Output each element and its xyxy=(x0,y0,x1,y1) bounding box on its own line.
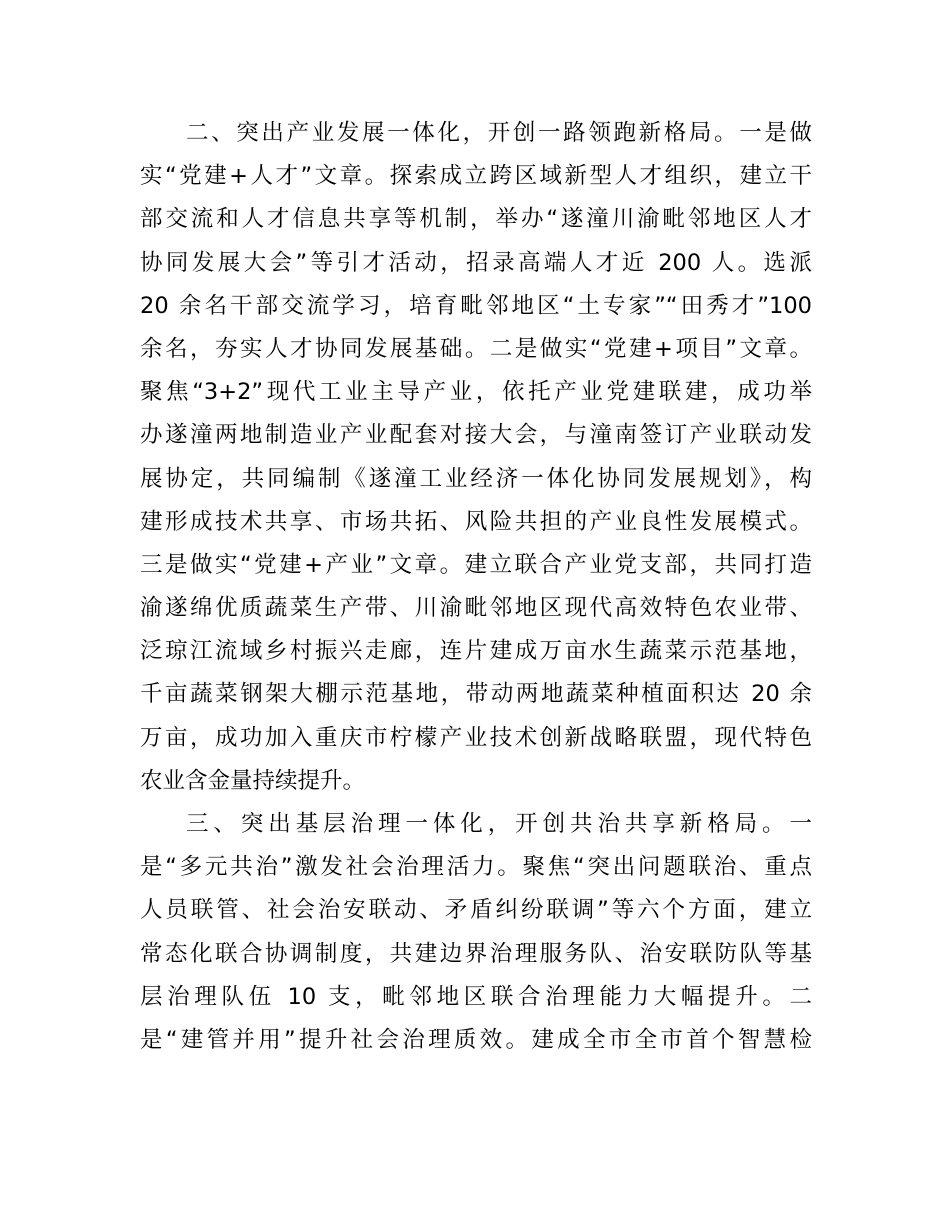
text-line: 万亩，成功加入重庆市柠檬产业技术创新战略联盟，现代特色 xyxy=(140,724,812,751)
text-line: 人员联管、社会治安联动、矛盾纠纷联调”等六个方面，建立 xyxy=(140,897,812,924)
text-line: 协同发展大会”等引才活动，招录高端人才近 200 人。选派 xyxy=(140,249,812,276)
text-line: 千亩蔬菜钢架大棚示范基地，带动两地蔬菜种植面积达 20 余 xyxy=(140,681,812,708)
text-line: 三、突出基层治理一体化，开创共治共享新格局。一 xyxy=(186,811,812,837)
text-line: 二、突出产业发展一体化，开创一路领跑新格局。一是做 xyxy=(186,120,812,146)
text-line: 20 余名干部交流学习，培育毗邻地区“土专家”“田秀才”100 xyxy=(140,292,812,319)
text-line: 部交流和人才信息共享等机制，举办“遂潼川渝毗邻地区人才 xyxy=(140,206,812,233)
text-line: 泛琼江流域乡村振兴走廊，连片建成万亩水生蔬菜示范基地， xyxy=(140,638,812,665)
text-line: 聚焦“3+2”现代工业主导产业，依托产业党建联建，成功举 xyxy=(140,379,812,406)
text-line: 实“党建+人才”文章。探索成立跨区域新型人才组织，建立干 xyxy=(140,163,812,190)
text-line: 农业含金量持续提升。 xyxy=(140,767,366,794)
text-line: 建形成技术共享、市场共拓、风险共担的产业良性发展模式。 xyxy=(140,508,812,535)
text-line: 层治理队伍 10 支，毗邻地区联合治理能力大幅提升。二 xyxy=(140,983,812,1010)
text-line: 是“建管并用”提升社会治理质效。建成全市全市首个智慧检 xyxy=(140,1026,812,1053)
text-line: 常态化联合协调制度，共建边界治理服务队、治安联防队等基 xyxy=(140,940,812,967)
text-line: 三是做实“党建+产业”文章。建立联合产业党支部，共同打造 xyxy=(140,551,812,578)
text-line: 是“多元共治”激发社会治理活力。聚焦“突出问题联治、重点 xyxy=(140,854,812,881)
document-body xyxy=(140,112,812,1062)
paragraph-industry xyxy=(140,112,812,803)
text-line: 余名，夯实人才协同发展基础。二是做实“党建+项目”文章。 xyxy=(140,335,812,362)
text-line: 渝遂绵优质蔬菜生产带、川渝毗邻地区现代高效特色农业带、 xyxy=(140,595,812,622)
text-line: 展协定，共同编制《遂潼工业经济一体化协同发展规划》，构 xyxy=(140,465,812,492)
text-line: 办遂潼两地制造业产业配套对接大会，与潼南签订产业联动发 xyxy=(140,422,812,449)
paragraph-governance xyxy=(140,803,812,1062)
